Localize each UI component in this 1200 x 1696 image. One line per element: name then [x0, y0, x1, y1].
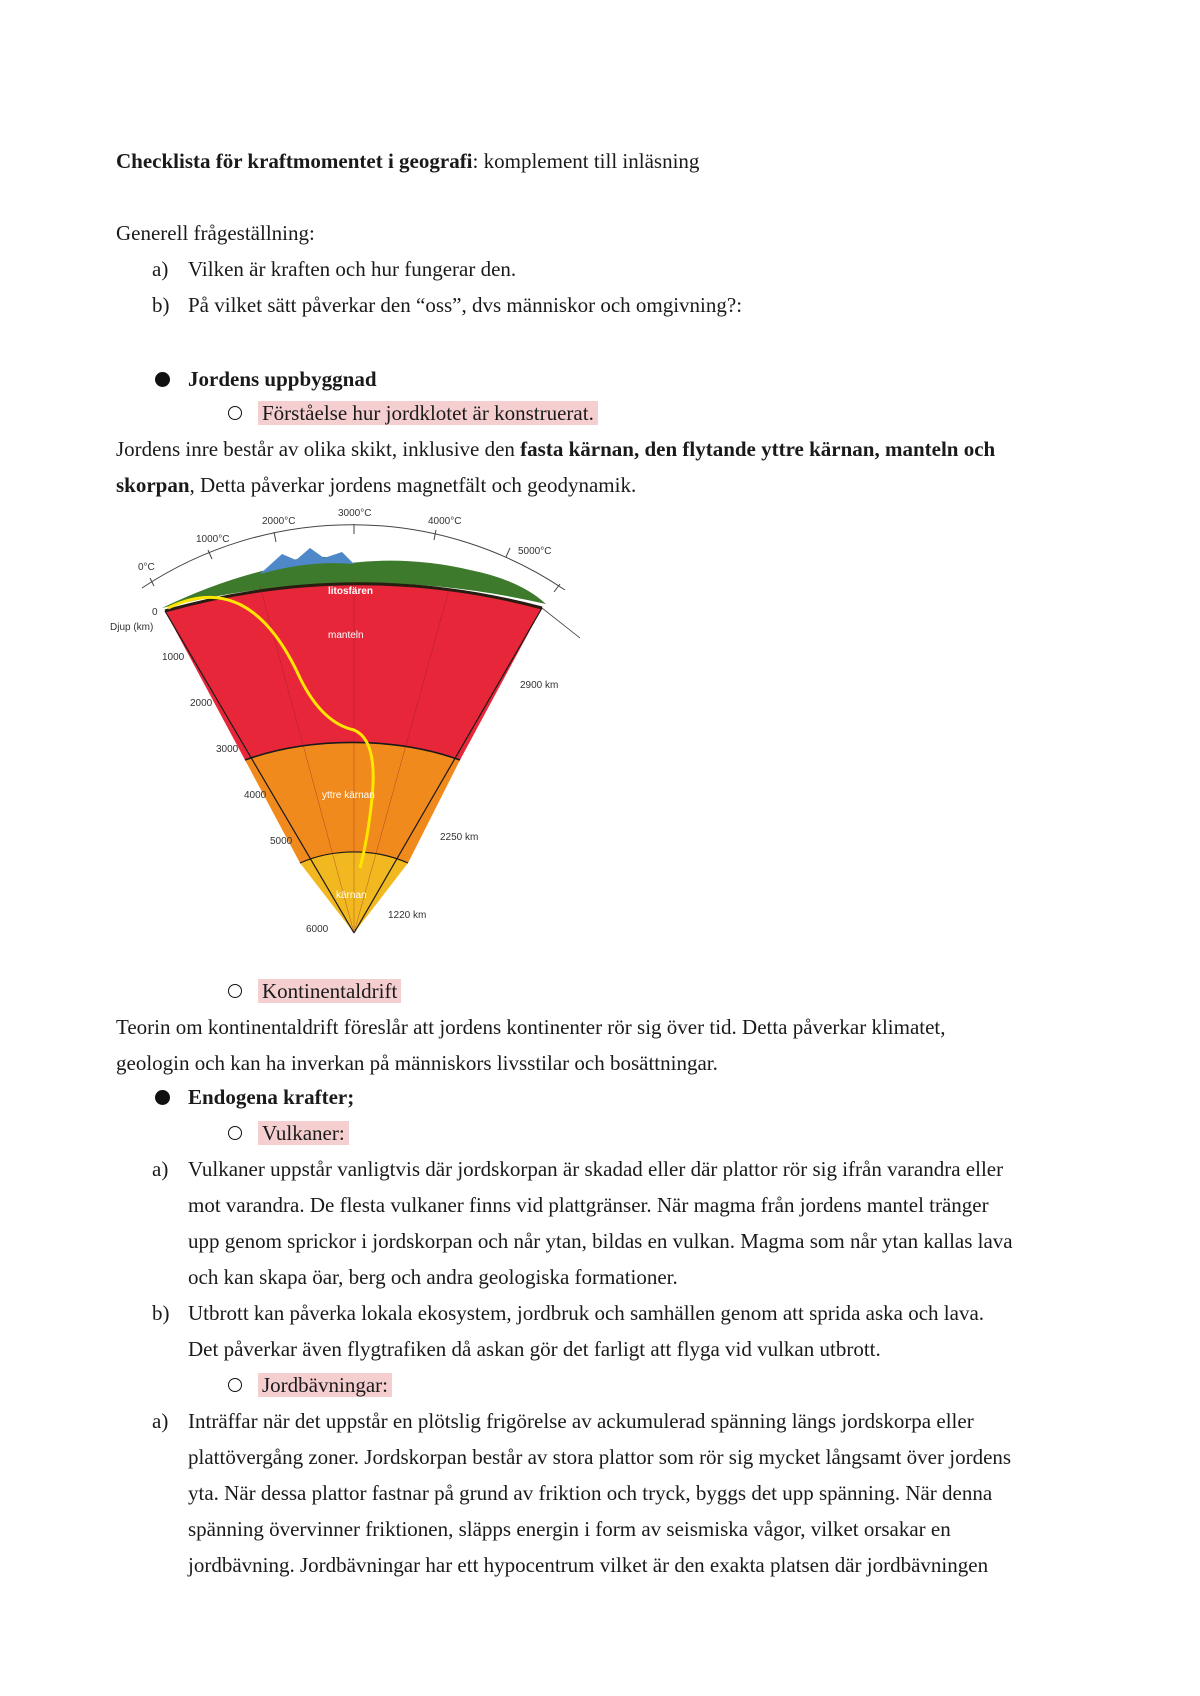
filled-bullet-icon: [155, 372, 170, 387]
list-marker: b): [152, 293, 170, 317]
depth-tick: 3000: [216, 744, 239, 755]
open-bullet-icon: [228, 1126, 242, 1140]
temp-label: 2000°C: [262, 516, 296, 527]
temp-label: 1000°C: [196, 534, 230, 545]
volcano-a-line: upp genom sprickor i jordskorpan och når ytan, bildas en vulkan. Magma som når ytan kallas lava: [188, 1229, 1013, 1253]
general-item-a: Vilken är kraften och hur fungerar den.: [188, 257, 517, 281]
volcano-b-line: Utbrott kan påverka lokala ekosystem, jordbruk och samhällen genom att sprida aska och lava.: [188, 1301, 985, 1325]
volcano-b-line: Det påverkar även flygtrafiken då askan gör det farligt att flyga vid vulkan utbrott.: [188, 1337, 881, 1361]
temp-tick: [434, 530, 436, 540]
list-marker: b): [152, 1301, 170, 1325]
open-bullet-icon: [228, 984, 242, 998]
paragraph-jordens-inre-line2: skorpan, Detta påverkar jordens magnetfält och geodynamik.: [116, 473, 637, 497]
depth-tick: 1000: [162, 652, 185, 663]
thickness-label: 2250 km: [440, 832, 479, 843]
paragraph-kontinentaldrift-line2: geologin och kan ha inverkan på människors livsstilar och bosättningar.: [116, 1051, 718, 1075]
depth-tick: 4000: [244, 790, 267, 801]
thickness-label: 2900 km: [520, 680, 559, 691]
section-heading-endogena-krafter: Endogena krafter;: [188, 1085, 355, 1109]
list-marker: a): [152, 1409, 169, 1433]
earth-structure-diagram: [110, 508, 580, 938]
subheading-forstaelse: Förståelse hur jordklotet är konstruerat.: [258, 398, 598, 428]
temp-label: 0°C: [138, 562, 155, 573]
quake-a-line: jordbävning. Jordbävningar har ett hypocentrum vilket är den exakta platsen där jordbävningen: [188, 1553, 989, 1577]
thickness-line: [542, 608, 580, 638]
subheading-kontinentaldrift: Kontinentaldrift: [258, 976, 401, 1006]
paragraph-jordens-inre-line1: Jordens inre består av olika skikt, inklusive den fasta kärnan, den flytande yttre kärnan, manteln och: [116, 437, 996, 461]
section-heading-jordens-uppbyggnad: Jordens uppbyggnad: [188, 367, 377, 391]
subheading-vulkaner: Vulkaner:: [258, 1118, 349, 1148]
temp-tick: [506, 548, 510, 557]
temp-label: 5000°C: [518, 546, 552, 557]
quake-a-line: plattövergång zoner. Jordskorpan består av stora plattor som rör sig mycket långsamt över jordens: [188, 1445, 1012, 1469]
quake-a-line: spänning övervinner friktionen, släpps energin i form av seismiska vågor, vilket orsakar en: [188, 1517, 951, 1541]
temp-label: 3000°C: [338, 508, 372, 519]
temp-label: 4000°C: [428, 516, 462, 527]
layer-label: litosfären: [328, 586, 374, 597]
open-bullet-icon: [228, 406, 242, 420]
temp-tick: [274, 532, 276, 542]
depth-axis-title: Djup (km): [110, 622, 154, 633]
depth-tick: 5000: [270, 836, 293, 847]
filled-bullet-icon: [155, 1090, 170, 1105]
quake-a-line: Inträffar när det uppstår en plötslig frigörelse av ackumulerad spänning längs jordskorpa eller: [188, 1409, 974, 1433]
volcano-a-line: Vulkaner uppstår vanligtvis där jordskorpan är skadad eller där plattor rör sig ifrån varandra eller: [188, 1157, 1004, 1181]
subheading-jordbavningar: Jordbävningar:: [258, 1370, 392, 1400]
list-marker: a): [152, 257, 169, 281]
layer-label: yttre kärnan: [322, 790, 375, 801]
general-heading: Generell frågeställning:: [116, 221, 315, 245]
document-title: Checklista för kraftmomentet i geografi: komplement till inläsning: [116, 149, 700, 173]
layer-label: manteln: [328, 630, 364, 641]
volcano-a-line: mot varandra. De flesta vulkaner finns vid plattgränser. När magma från jordens mantel tränger: [188, 1193, 989, 1217]
paragraph-kontinentaldrift-line1: Teorin om kontinentaldrift föreslår att jordens kontinenter rör sig över tid. Detta påverkar klimatet,: [116, 1015, 946, 1039]
general-item-b: På vilket sätt påverkar den “oss”, dvs människor och omgivning?:: [188, 293, 743, 317]
depth-tick: 0: [152, 607, 158, 618]
volcano-a-line: och kan skapa öar, berg och andra geologiska formationer.: [188, 1265, 678, 1289]
layer-label: kärnan: [336, 890, 367, 901]
list-marker: a): [152, 1157, 169, 1181]
open-bullet-icon: [228, 1378, 242, 1392]
quake-a-line: yta. När dessa plattor fastnar på grund av friktion och tryck, byggs det upp spänning. När denna: [188, 1481, 993, 1505]
depth-tick: 6000: [306, 924, 329, 935]
thickness-label: 1220 km: [388, 910, 427, 921]
mantle-layer: [165, 584, 542, 760]
depth-tick: 2000: [190, 698, 213, 709]
